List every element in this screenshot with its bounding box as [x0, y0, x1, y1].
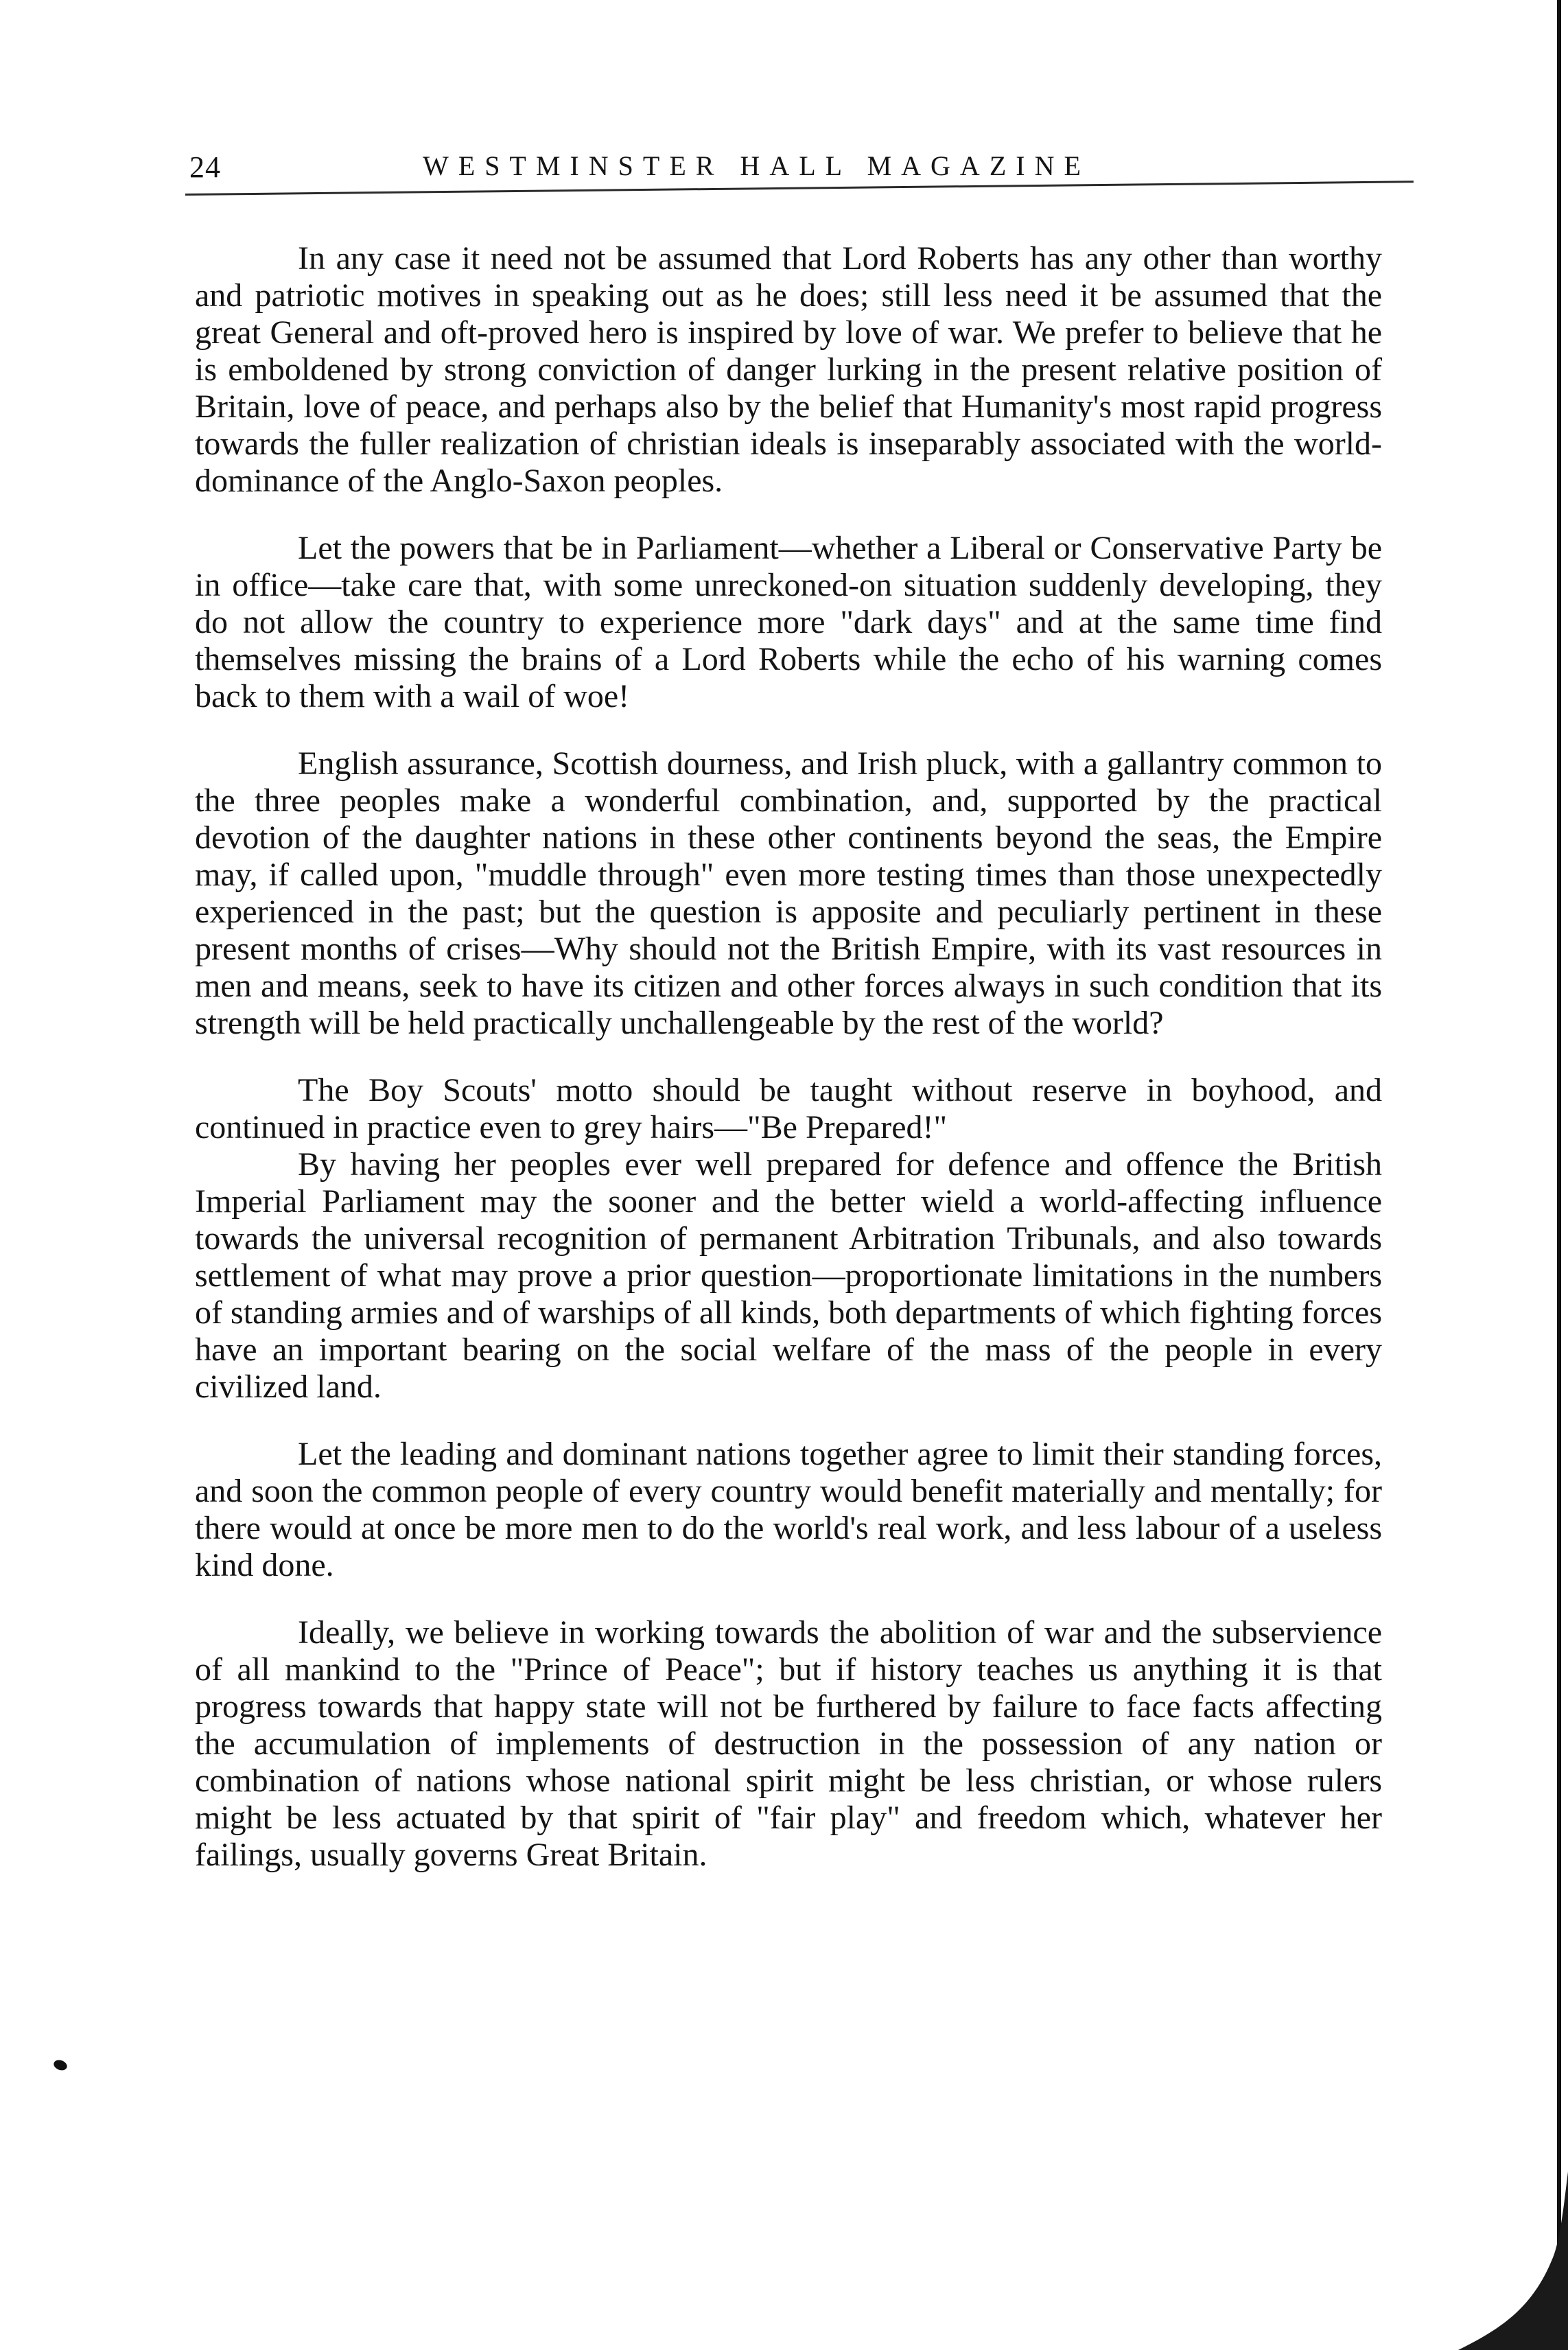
- page-header: [189, 150, 1425, 198]
- page-number: 24: [189, 150, 221, 184]
- paragraph-boy-scouts: The Boy Scouts' motto should be taught without reserve in boyhood, and continued in practice even to grey hairs—"Be Prepared!": [195, 1072, 1382, 1145]
- paragraph-empire: English assurance, Scottish dourness, and Irish pluck, with a gallantry common to the three peoples make a wonderful combination, and, supported by the practical devotion of the daughter nations in these other continents beyond the seas, the Empire may, if called upon, "muddle through" even more testing times than those unexpectedly experienced in the past; but the question is apposite and peculiarly pertinent in these present months of crises—Why should not the British Empire, with its vast resources in men and means, seek to have its citizen and other forces always in such condition that its strength will be held practically unchallengeable by the rest of the world?: [195, 745, 1382, 1041]
- paragraph-preparedness: By having her peoples ever well prepared for defence and offence the British Imperial Parliament may the sooner and the better wield a world-affecting influence towards the universal recognition of permanent Arbitration Tribunals, and also towards settlement of what may prove a prior question—proportionate limitations in the numbers of standing armies and of warships of all kinds, both departments of which fighting forces have an important bearing on the social welfare of the mass of the people in every civilized land.: [195, 1146, 1382, 1405]
- paragraph-lord-roberts: In any case it need not be assumed that Lord Roberts has any other than worthy and patriotic motives in speaking out as he does; still less need it be assumed that the great General and oft-proved hero is inspired by love of war. We prefer to believe that he is emboldened by strong conviction of danger lurking in the present relative position of Britain, love of peace, and perhaps also by the belief that Humanity's most rapid progress towards the fuller realization of christian ideals is inseparably associated with the world-dominance of the Anglo-Saxon peoples.: [195, 240, 1382, 499]
- page-corner-shadow: [1458, 2172, 1568, 2350]
- paragraph-abolition-of-war: Ideally, we believe in working towards the abolition of war and the subservience of all mankind to the "Prince of Peace"; but if history teaches us anything it is that progress towards that happy state will not be furthered by failure to face facts affecting the accumulation of implements of destruction in the possession of any nation or combination of nations whose national spirit might be less christian, or whose rulers might be less actuated by that spirit of "fair play" and freedom which, whatever her failings, usually governs Great Britain.: [195, 1614, 1382, 1873]
- article-body: [195, 240, 1382, 1904]
- paragraph-standing-forces: Let the leading and dominant nations together agree to limit their standing forces, and soon the common people of every country would benefit materially and mentally; for there would at once be more men to do the world's real work, and less labour of a useless kind done.: [195, 1436, 1382, 1583]
- paragraph-parliament: Let the powers that be in Parliament—whether a Liberal or Conservative Party be in office—take care that, with some unreckoned-on situation suddenly developing, they do not allow the country to experience more "dark days" and at the same time find themselves missing the brains of a Lord Roberts while the echo of his warning comes back to them with a wail of woe!: [195, 530, 1382, 714]
- page-edge-rule: [1557, 0, 1561, 2350]
- ink-blot: [52, 2058, 69, 2072]
- running-title: WESTMINSTER HALL MAGAZINE: [423, 150, 1090, 181]
